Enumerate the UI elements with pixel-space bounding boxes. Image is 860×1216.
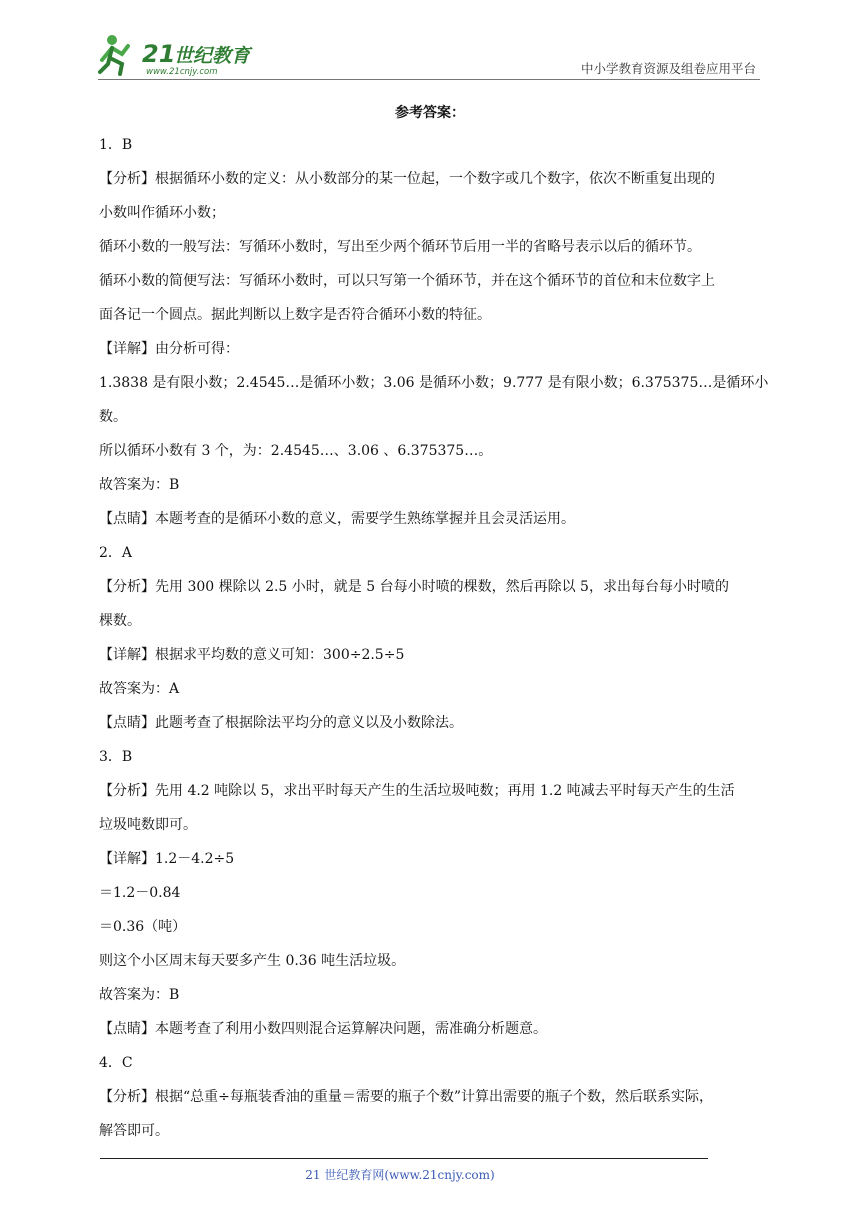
- answer-line: 4．C: [99, 1055, 133, 1071]
- answer-line: 垃圾吨数即可。: [99, 817, 197, 833]
- page-header: [98, 32, 760, 80]
- answer-line: 【点睛】此题考查了根据除法平均分的意义以及小数除法。: [99, 715, 463, 731]
- answer-line: 【分析】先用 4.2 吨除以 5，求出平时每天产生的生活垃圾吨数；再用 1.2 吨减去平时每天产生的生活: [99, 783, 735, 799]
- footer-text[interactable]: 21 世纪教育网(www.21cnjy.com): [305, 1168, 495, 1182]
- answer-line: 则这个小区周末每天要多产生 0.36 吨生活垃圾。: [99, 953, 406, 969]
- answer-line: 【分析】根据循环小数的定义：从小数部分的某一位起，一个数字或几个数字，依次不断重复出现的: [99, 171, 715, 187]
- answer-line: 【详解】根据求平均数的意义可知：300÷2.5÷5: [99, 647, 405, 663]
- logo: [98, 32, 268, 78]
- answer-line: 数。: [99, 409, 127, 425]
- answer-line: 3．B: [99, 749, 133, 765]
- page-title: 参考答案：: [395, 105, 465, 121]
- svg-text:21: 21: [142, 40, 176, 68]
- answer-content: [99, 128, 769, 1148]
- svg-text:www.21cnjy.com: www.21cnjy.com: [146, 67, 218, 77]
- answer-line: 1．B: [99, 137, 133, 153]
- answer-line: 面各记一个圆点。据此判断以上数字是否符合循环小数的特征。: [99, 307, 491, 323]
- answer-line: 解答即可。: [99, 1123, 169, 1139]
- answer-line: 所以循环小数有 3 个，为：2.4545…、3.06 、6.375375…。: [99, 443, 493, 459]
- answer-line: 【详解】由分析可得：: [99, 341, 239, 357]
- answer-line: 故答案为：B: [99, 987, 180, 1003]
- answer-line: 循环小数的一般写法：写循环小数时，写出至少两个循环节后用一半的省略号表示以后的循环节。: [99, 239, 701, 255]
- svg-text:世纪教育: 世纪教育: [174, 45, 251, 67]
- answer-line: 故答案为：B: [99, 477, 180, 493]
- answer-line: 小数叫作循环小数；: [99, 205, 225, 221]
- answer-line: ＝1.2－0.84: [99, 885, 181, 901]
- answer-line: ＝0.36（吨）: [99, 919, 187, 935]
- answer-line: 故答案为：A: [99, 681, 180, 697]
- answer-line: 【分析】先用 300 棵除以 2.5 小时，就是 5 台每小时喷的棵数，然后再除以 5，求出每台每小时喷的: [99, 579, 729, 595]
- answer-line: 【分析】根据“总重÷每瓶装香油的重量＝需要的瓶子个数”计算出需要的瓶子个数，然后联系实际，: [99, 1089, 714, 1105]
- answer-line: 【点睛】本题考查的是循环小数的意义，需要学生熟练掌握并且会灵活运用。: [99, 511, 575, 527]
- answer-line: 【点睛】本题考查了利用小数四则混合运算解决问题，需准确分析题意。: [99, 1021, 547, 1037]
- header-platform-text: 中小学教育资源及组卷应用平台: [580, 61, 756, 76]
- answer-line: 【详解】1.2－4.2÷5: [99, 851, 235, 867]
- answer-line: 1.3838 是有限小数；2.4545…是循环小数；3.06 是循环小数；9.777 是有限小数；6.375375…是循环小: [99, 375, 769, 391]
- answer-line: 循环小数的简便写法：写循环小数时，可以只写第一个循环节，并在这个循环节的首位和末位数字上: [99, 273, 715, 289]
- runner-logo-icon: [98, 32, 268, 78]
- answer-line: 棵数。: [99, 613, 141, 629]
- footer-divider: [100, 1158, 708, 1159]
- answer-line: 2．A: [99, 545, 133, 561]
- header-divider: [98, 79, 760, 80]
